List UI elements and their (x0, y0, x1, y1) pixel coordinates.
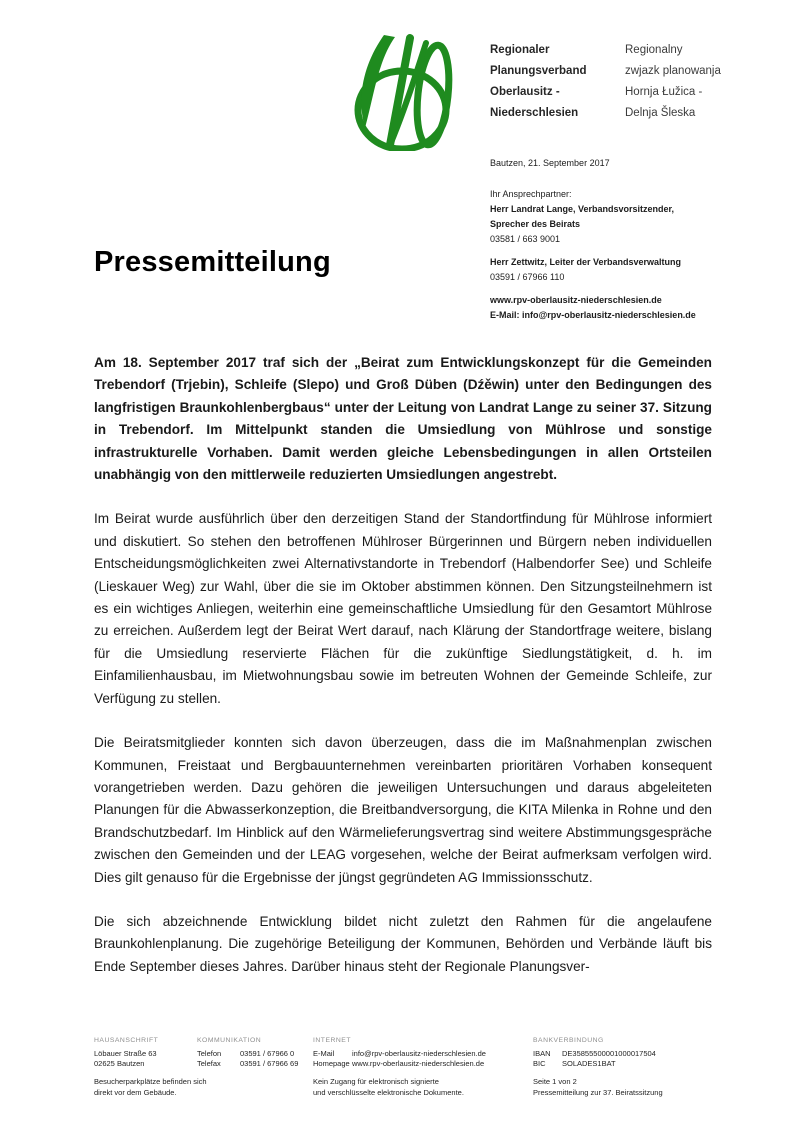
footer-bic-value: SOLADES1BAT (562, 1059, 616, 1068)
footer-phone-label: Telefon (197, 1048, 222, 1058)
footer-bic-label: BIC (533, 1059, 546, 1068)
org-name-line: Oberlausitz - (490, 86, 560, 98)
contact-block (490, 156, 725, 323)
body-text (94, 352, 712, 1000)
footer-bank (533, 1036, 713, 1070)
footer-note-line: direkt vor dem Gebäude. (94, 1087, 177, 1097)
footer-address (94, 1036, 194, 1070)
rpv-logo (352, 33, 458, 151)
contact-person1-role: Sprecher des Beirats (490, 219, 581, 229)
footer-row (533, 1049, 713, 1060)
footer-communication-heading: KOMMUNIKATION (197, 1037, 262, 1044)
footer-fax-value: 03591 / 67966 69 (240, 1059, 299, 1068)
org-name-sorbian (625, 40, 755, 124)
footer-address-heading: HAUSANSCHRIFT (94, 1037, 159, 1044)
contact-person2-phone: 03591 / 67966 110 (490, 272, 565, 282)
footer-row (197, 1059, 309, 1070)
footer-phone-value: 03591 / 67966 0 (240, 1048, 295, 1058)
footer-row (533, 1059, 713, 1070)
footer-internet (313, 1036, 528, 1070)
footer-communication (197, 1036, 309, 1070)
footer-row (313, 1059, 528, 1070)
paragraph: Im Beirat wurde ausführlich über den derzeitigen Stand der Standortfindung für Mühlrose informiert und diskutiert. So stehen den betroffenen Mühlroser Bürgerinnen und Bürgern neben individuellen Entscheidungsmöglichkeiten zwei Alternativstandorte in Trebendorf (Halbendorfer See) und Schleife (Lieskauer Weg) zur Wahl, über die sie im Oktober abstimmen können. Den Sitzungsteilnehmern ist es ein wichtiges Anliegen, weiterhin eine gemeinschaftliche Umsiedlung für den Gesamtort Mühlrose zu erreichen. Außerdem legt der Beirat Wert darauf, nach Klärung der Standortfrage weitere, bislang für die Umsiedlung reservierte Flächen für die zukünftige Siedlungstätigkeit, d. h. im Einfamilienhausbau, im Mietwohnungsbau sowie im betreuten Wohnen der Gemeinde Schleife, zur Verfügung zu stellen. (94, 511, 712, 706)
footer-signature-note (313, 1077, 513, 1098)
rpv-logo-icon (352, 33, 458, 151)
org-name-line: Planungsverband (490, 65, 587, 77)
footer-row (197, 1049, 309, 1060)
footer-doc-reference: Pressemitteilung zur 37. Beiratssitzung (533, 1087, 663, 1097)
date-line: Bautzen, 21. September 2017 (490, 158, 610, 168)
contact-person2: Herr Zettwitz, Leiter der Verbandsverwaltung (490, 257, 682, 267)
contact-person1: Herr Landrat Lange, Verbandsvorsitzender, (490, 204, 675, 214)
paragraph: Die sich abzeichnende Entwicklung bildet nicht zuletzt den Rahmen für die angelaufene Braunkohlenplanung. Die zugehörige Beteiligung der Kommunen, Behörden und Verbände läuft bis Ende September dieses Jahres. Darüber hinaus steht der Regionale Planungsver- (94, 913, 712, 974)
org-name-line: zwjazk planowanja (625, 65, 721, 77)
footer-note-line: Kein Zugang für elektronisch signierte (313, 1077, 439, 1086)
org-name-german (490, 40, 620, 124)
footer-iban-label: IBAN (533, 1048, 551, 1058)
org-name-line: Regionalny (625, 44, 683, 56)
footer-email-value: info@rpv-oberlausitz-niederschlesien.de (352, 1048, 486, 1058)
contact-person1-phone: 03581 / 663 9001 (490, 234, 561, 244)
paragraph: Die Beiratsmitglieder konnten sich davon überzeugen, dass die im Maßnahmenplan zwischen Kommunen, Freistaat und Bergbauunternehmen vereinbarten prioritären Vorhaben konsequent vorangetrieben werden. Dazu gehören die jeweiligen Untersuchungen und daraus abgeleiteten Planungen für die Abwasserkonzeption, die Breitbandversorgung, die KITA Milenka in Rohne und den Brandschutzbedarf. Im Hinblick auf den Wärmelieferungsvertrag sind weitere Abstimmungsgespräche zwischen den Gemeinden und der LEAG vorgesehen, welche der Beirat aufmerksam verfolgen wird. Dies gilt genauso für die Ergebnisse der jüngst gegründeten AG Immissionsschutz. (94, 735, 712, 885)
org-name-line: Regionaler (490, 44, 550, 56)
footer-homepage-label: Homepage (313, 1059, 350, 1068)
footer-iban-value: DE35855500001000017504 (562, 1048, 656, 1058)
footer-fax-label: Telefax (197, 1059, 221, 1068)
footer-note-line: Besucherparkplätze befinden sich (94, 1077, 207, 1086)
footer-row (313, 1049, 528, 1060)
org-name-line: Niederschlesien (490, 107, 579, 119)
footer-page-info (533, 1077, 723, 1098)
footer-note-line: und verschlüsselte elektronische Dokumente. (313, 1087, 464, 1097)
footer-homepage-value: www.rpv-oberlausitz-niederschlesien.de (352, 1059, 485, 1068)
footer-parking-note (94, 1077, 244, 1098)
org-name-line: Hornja Łužica - (625, 86, 703, 98)
footer-address-street: Löbauer Straße 63 (94, 1048, 157, 1058)
org-name-line: Delnja Šleska (625, 107, 696, 119)
footer-email-label: E-Mail (313, 1048, 335, 1058)
contact-intro: Ihr Ansprechpartner: (490, 189, 572, 199)
contact-website: www.rpv-oberlausitz-niederschlesien.de (490, 295, 662, 305)
footer-internet-heading: INTERNET (313, 1037, 351, 1044)
page-title: Pressemitteilung (94, 246, 331, 278)
footer-page-number: Seite 1 von 2 (533, 1077, 577, 1086)
footer-bank-heading: BANKVERBINDUNG (533, 1037, 604, 1044)
contact-email: E-Mail: info@rpv-oberlausitz-niederschlesien.de (490, 310, 696, 320)
footer-address-city: 02625 Bautzen (94, 1059, 145, 1068)
paragraph-lead: Am 18. September 2017 traf sich der „Beirat zum Entwicklungskonzept für die Gemeinden Trebendorf (Trjebin), Schleife (Slepo) und Groß Düben (Dźěwin) unter den Bedingungen des langfristigen Braunkohlenbergbaus“ unter der Leitung von Landrat Lange zu seiner 37. Sitzung in Trebendorf. Im Mittelpunkt standen die Umsiedlung von Mühlrose und sonstige infrastrukturelle Vorhaben. Damit werden gleiche Lebensbedingungen in allen Ortsteilen unabhängig von den mittlerweile reduzierten Umsiedlungen angestrebt. (94, 355, 712, 483)
